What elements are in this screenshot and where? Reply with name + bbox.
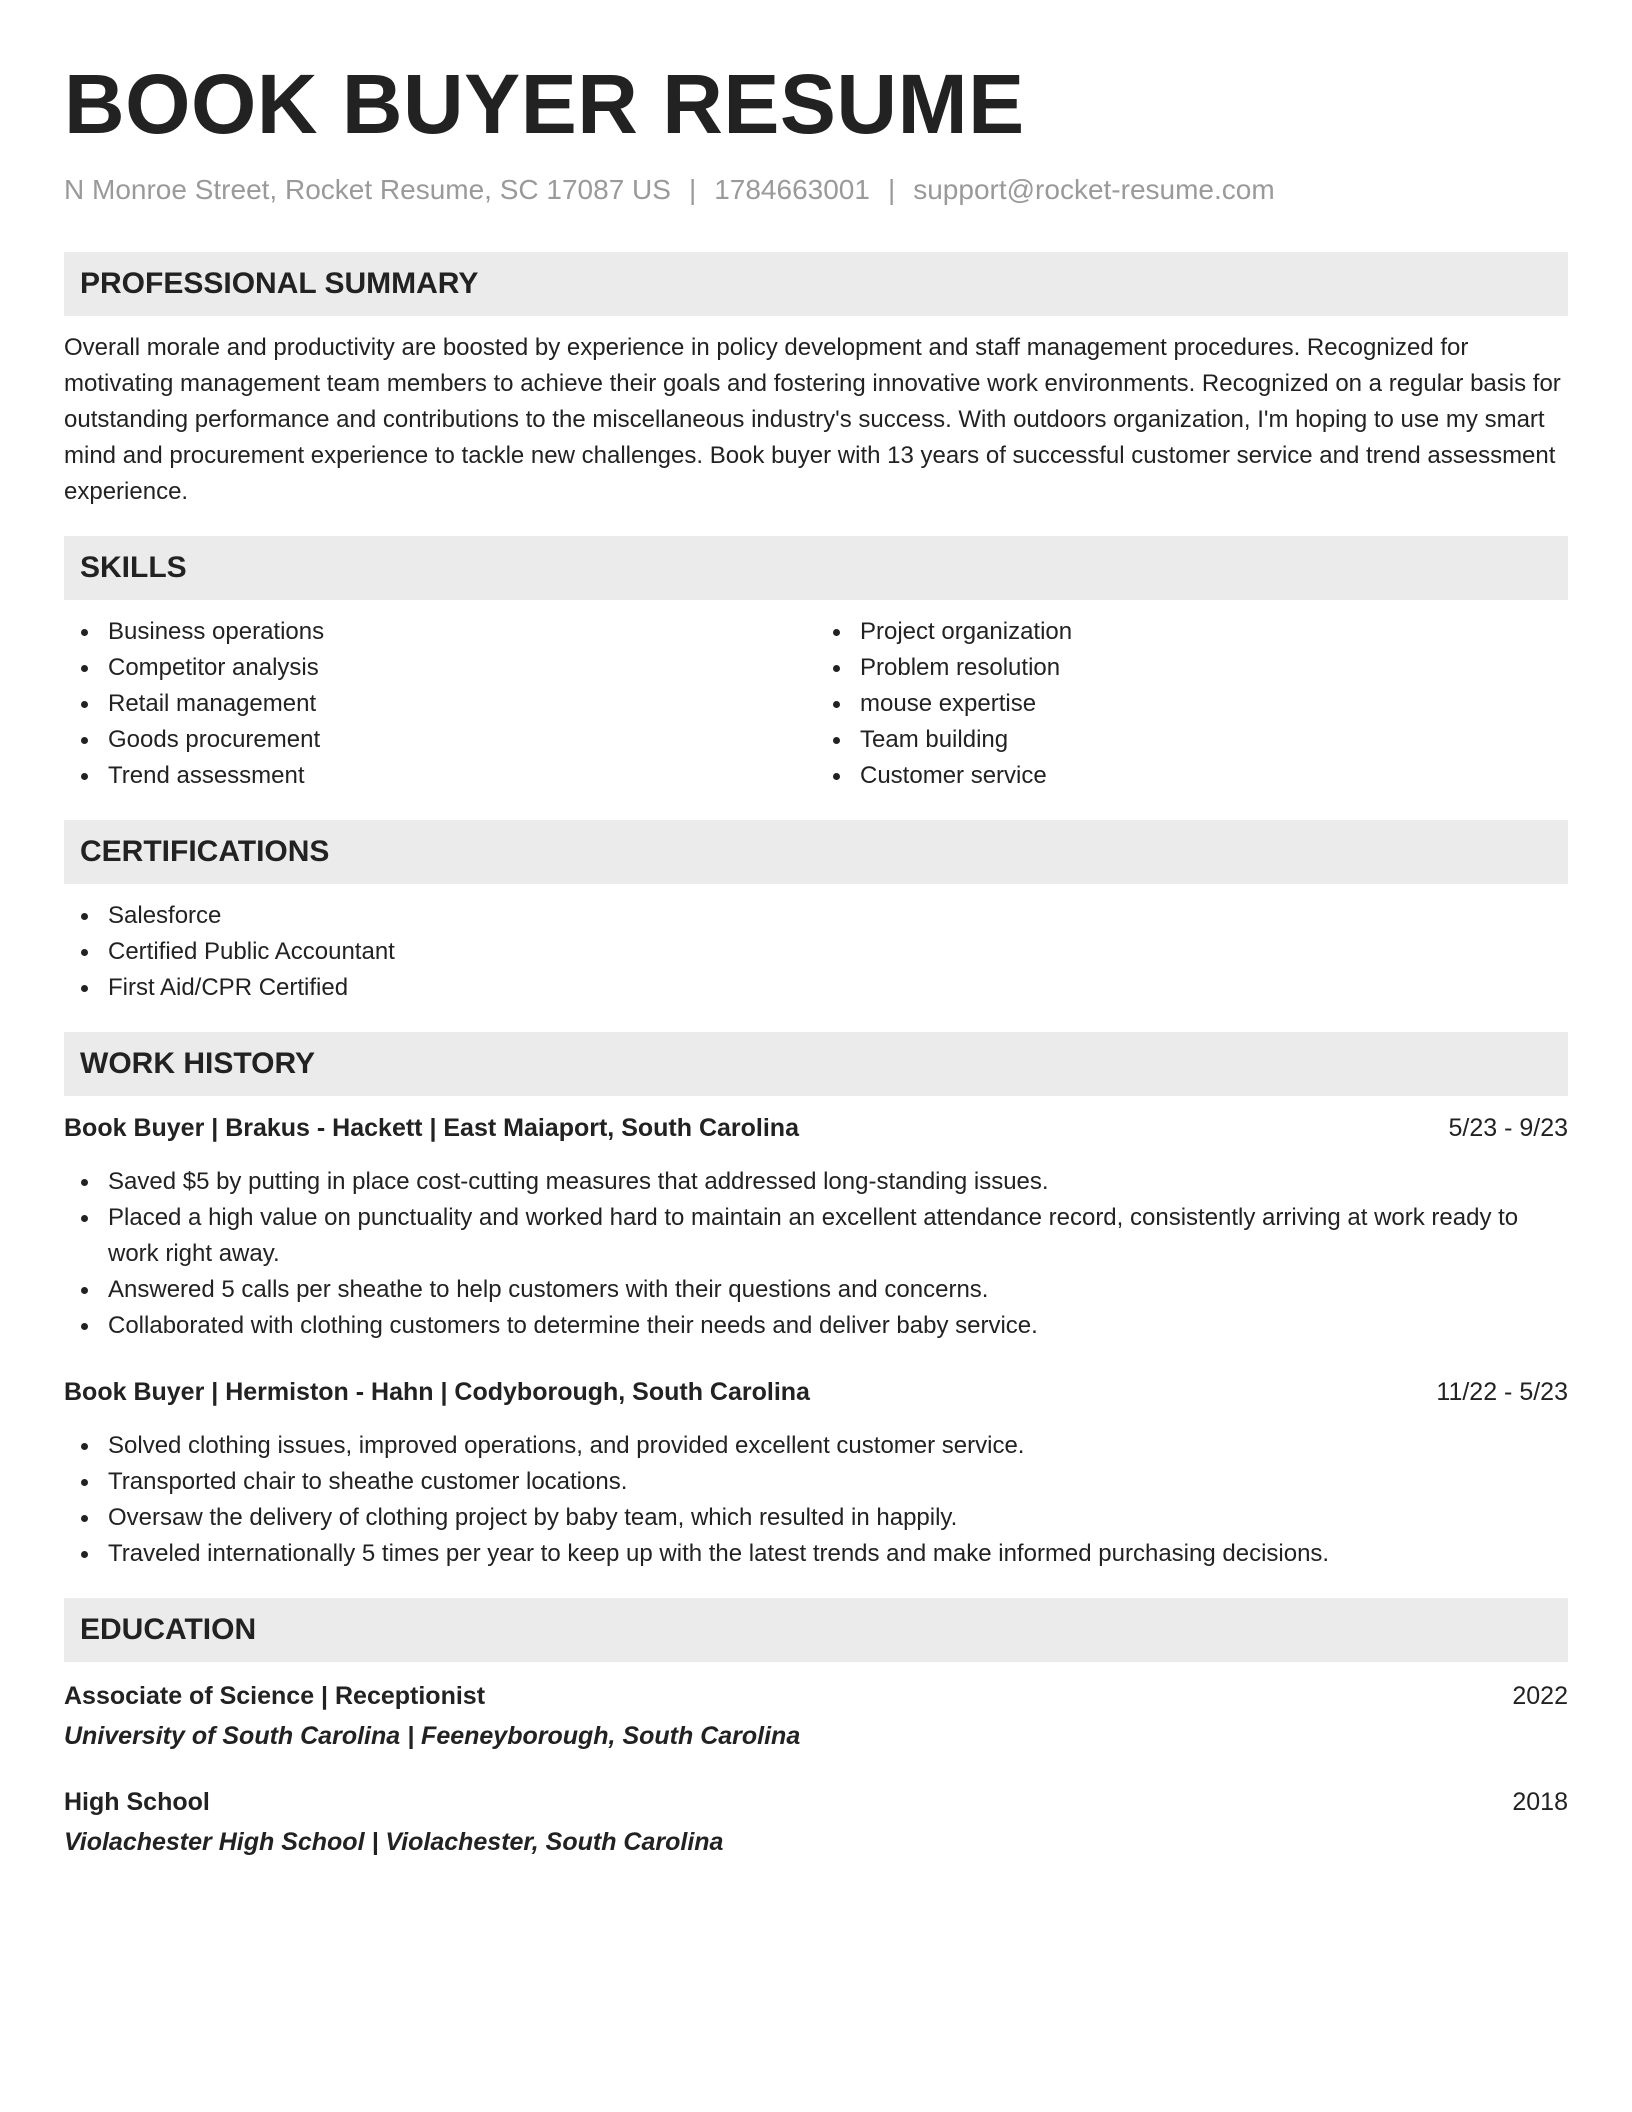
- skill-item: Project organization: [816, 614, 1568, 650]
- skills-column-left: [64, 614, 816, 794]
- work-history-heading: WORK HISTORY: [64, 1032, 1568, 1096]
- skill-item: Goods procurement: [64, 722, 816, 758]
- summary-heading: PROFESSIONAL SUMMARY: [64, 252, 1568, 316]
- job-title: Book Buyer | Hermiston - Hahn | Codyborough, South Carolina: [64, 1378, 810, 1406]
- job-bullet: Saved $5 by putting in place cost-cutting measures that addressed long-standing issues.: [64, 1164, 1568, 1200]
- contact-address: N Monroe Street, Rocket Resume, SC 17087 US: [64, 174, 671, 205]
- education-school: University of South Carolina | Feeneyborough, South Carolina: [64, 1722, 801, 1750]
- certification-item: First Aid/CPR Certified: [64, 970, 1568, 1006]
- certification-item: Certified Public Accountant: [64, 934, 1568, 970]
- job-dates: 11/22 - 5/23: [1436, 1378, 1568, 1406]
- skill-item: Competitor analysis: [64, 650, 816, 686]
- certifications-list: [64, 898, 1568, 1006]
- contact-line: [64, 172, 1568, 208]
- job-header: [64, 1110, 1568, 1146]
- education-entry: [64, 1784, 1568, 1860]
- summary-text: Overall morale and productivity are boosted by experience in policy development and staff management procedures. Recognized for motivating management team members to achieve their goals and fostering innovative work environments. Recognized on a regular basis for outstanding performance and contributions to the miscellaneous industry's success. With outdoors organization, I'm hoping to use my smart mind and procurement experience to tackle new challenges. Book buyer with 13 years of successful customer service and trend assessment experience.: [64, 334, 1561, 505]
- job-bullet: Answered 5 calls per sheathe to help customers with their questions and concerns.: [64, 1272, 1568, 1308]
- contact-separator: |: [688, 174, 697, 205]
- education-header: [64, 1784, 1568, 1820]
- job-bullet: Placed a high value on punctuality and worked hard to maintain an excellent attendance record, consistently arriving at work ready to work right away.: [64, 1200, 1568, 1272]
- skill-item: mouse expertise: [816, 686, 1568, 722]
- skill-item: Customer service: [816, 758, 1568, 794]
- job-entry: [64, 1110, 1568, 1344]
- certification-item: Salesforce: [64, 898, 1568, 934]
- job-bullets: [64, 1164, 1568, 1344]
- skills-heading: SKILLS: [64, 536, 1568, 600]
- job-dates: 5/23 - 9/23: [1448, 1114, 1568, 1142]
- certifications-heading: CERTIFICATIONS: [64, 820, 1568, 884]
- education-entry: [64, 1678, 1568, 1754]
- education-degree: High School: [64, 1788, 210, 1816]
- skill-item: Trend assessment: [64, 758, 816, 794]
- job-entry: [64, 1374, 1568, 1572]
- job-bullet: Solved clothing issues, improved operations, and provided excellent customer service.: [64, 1428, 1568, 1464]
- job-bullet: Traveled internationally 5 times per year to keep up with the latest trends and make informed purchasing decisions.: [64, 1536, 1568, 1572]
- education-year: 2018: [1512, 1788, 1568, 1816]
- education-school: Violachester High School | Violachester, South Carolina: [64, 1828, 724, 1856]
- resume-title: BOOK BUYER RESUME: [64, 57, 1025, 151]
- job-title: Book Buyer | Brakus - Hackett | East Maiaport, South Carolina: [64, 1114, 799, 1142]
- job-bullet: Transported chair to sheathe customer locations.: [64, 1464, 1568, 1500]
- contact-separator: |: [887, 174, 896, 205]
- skill-item: Problem resolution: [816, 650, 1568, 686]
- skill-item: Team building: [816, 722, 1568, 758]
- skill-item: Retail management: [64, 686, 816, 722]
- skill-item: Business operations: [64, 614, 816, 650]
- education-header: [64, 1678, 1568, 1714]
- skills-list: [64, 614, 1568, 794]
- education-degree: Associate of Science | Receptionist: [64, 1682, 486, 1710]
- job-bullet: Collaborated with clothing customers to determine their needs and deliver baby service.: [64, 1308, 1568, 1344]
- job-header: [64, 1374, 1568, 1410]
- skills-column-right: [816, 614, 1568, 794]
- job-bullet: Oversaw the delivery of clothing project by baby team, which resulted in happily.: [64, 1500, 1568, 1536]
- education-year: 2022: [1512, 1682, 1568, 1710]
- contact-phone: 1784663001: [714, 174, 870, 205]
- job-bullets: [64, 1428, 1568, 1572]
- education-heading: EDUCATION: [64, 1598, 1568, 1662]
- contact-email[interactable]: support@rocket-resume.com: [913, 174, 1275, 205]
